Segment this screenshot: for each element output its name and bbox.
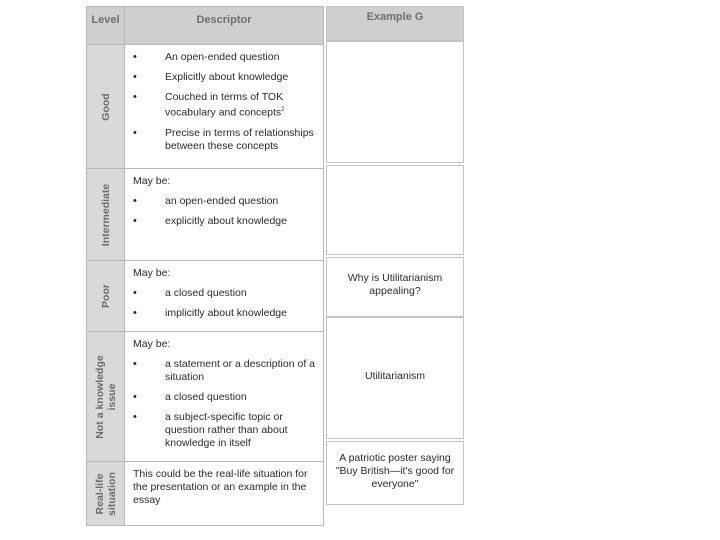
descriptor-list: [133, 287, 319, 320]
descriptor-lead: This could be the real-life situation for the presentation or an example in the essay: [133, 468, 308, 506]
level-cell: [87, 332, 125, 462]
example-cell-intermediate: [326, 165, 464, 255]
level-column-header: Level: [87, 7, 125, 45]
list-item: • Explicitly about knowledge: [133, 71, 319, 84]
level-label-poor: Poor: [99, 284, 112, 308]
table-row-good: [87, 45, 324, 169]
descriptor-list: [133, 195, 319, 228]
list-item: • an open-ended question: [133, 195, 319, 208]
list-item: • Precise in terms of relationships between these concepts: [133, 127, 319, 153]
descriptor-list: [133, 51, 319, 153]
table-row-not-knowledge-issue: [87, 332, 324, 462]
descriptor-cell: [125, 462, 324, 526]
list-item: • explicitly about knowledge: [133, 215, 319, 228]
level-label-intermediate: Intermediate: [99, 183, 112, 246]
table-header-row: [87, 7, 324, 45]
list-item: • a subject-specific topic or question rather than about knowledge in itself: [133, 411, 319, 450]
list-item-text: Couched in terms of TOK vocabulary and concepts: [165, 91, 284, 119]
example-cell-good: [326, 41, 464, 163]
list-item: • a closed question: [133, 391, 319, 404]
list-item: • An open-ended question: [133, 51, 319, 64]
descriptor-cell: [125, 332, 324, 462]
level-cell: [87, 261, 125, 332]
descriptor-lead: May be:: [133, 175, 171, 187]
level-cell: [87, 462, 125, 526]
table-row-real-life-situation: [87, 462, 324, 526]
list-item: • a statement or a description of a situation: [133, 358, 319, 384]
level-cell: [87, 45, 125, 169]
footnote-mark: 2: [281, 107, 285, 113]
knowledge-issue-rubric-table: [86, 6, 324, 526]
descriptor-cell: [125, 169, 324, 261]
list-item: [133, 91, 319, 120]
table-row-poor: [87, 261, 324, 332]
descriptor-column-header: Descriptor: [125, 7, 324, 45]
list-item: • implicitly about knowledge: [133, 307, 319, 320]
descriptor-cell: [125, 261, 324, 332]
list-item: • a closed question: [133, 287, 319, 300]
descriptor-cell: [125, 45, 324, 169]
level-label-real-life-situation: Real-life situation: [93, 471, 118, 516]
example-column-header: Example G: [326, 6, 464, 41]
example-cell-not-knowledge-issue: Utilitarianism: [326, 317, 464, 439]
descriptor-lead: May be:: [133, 338, 171, 350]
example-cell-real-life-situation: A patriotic poster saying "Buy British—it's good for everyone": [326, 441, 464, 505]
example-cell-poor: Why is Utilitarianism appealing?: [326, 257, 464, 317]
table-row-intermediate: [87, 169, 324, 261]
level-label-good: Good: [99, 92, 112, 121]
descriptor-list: [133, 358, 319, 450]
level-label-not-knowledge-issue: Not a knowledge issue: [93, 354, 118, 439]
descriptor-lead: May be:: [133, 267, 171, 279]
level-cell: [87, 169, 125, 261]
